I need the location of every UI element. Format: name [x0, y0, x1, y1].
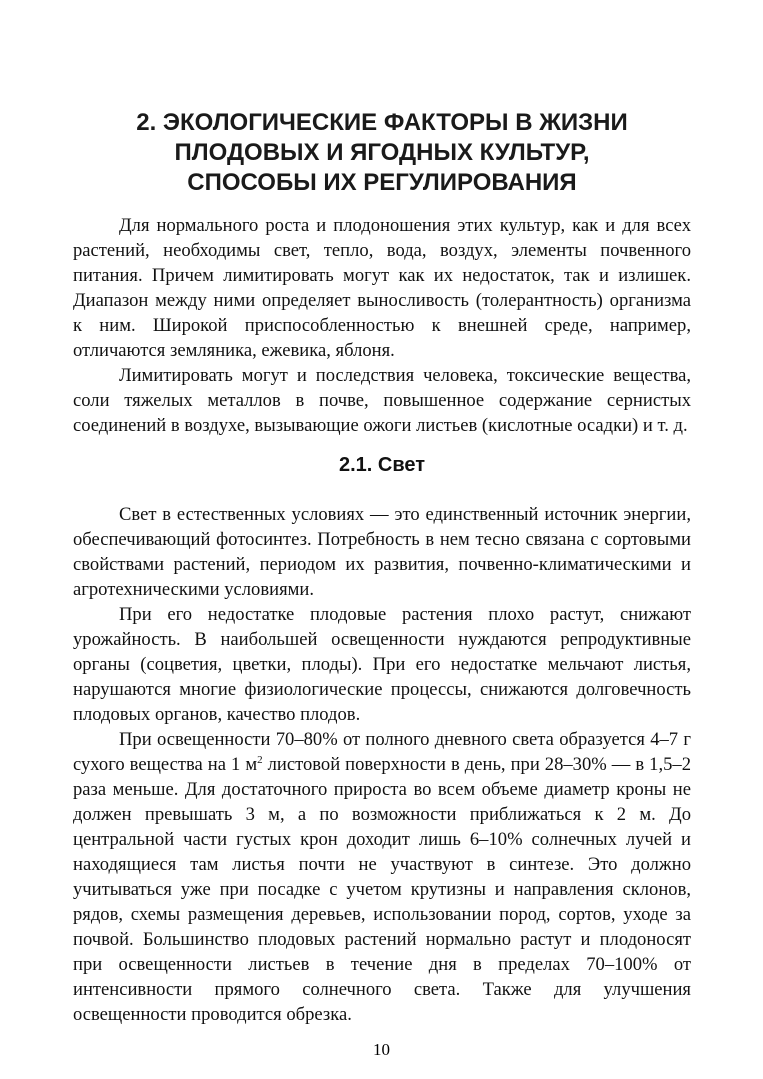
paragraph: При его недостатке плодовые растения плохо растут, снижают урожайность. В наибольшей освещенности нуждаются репродуктивные органы (соцветия, цветки, плоды). При его недостатке мельчают листья, нарушаются многие физиологические процессы, снижаются долговечность плодовых органов, качество плодов. [73, 604, 691, 725]
paragraph-text: листовой поверхности в день, при 28–30% — в 1,5–2 раза меньше. Для достаточного прироста во всем объеме диаметр кроны не должен превышать 3 м, а по возможности приближаться к 2 м. До центральной части густых крон доходит лишь 6–10% солнечных лучей и находящиеся там листья почти не участвуют в синтезе. Это должно учитываться уже при посадке с учетом крутизны и направления склонов, рядов, схемы размещения деревьев, использовании пород, сортов, уходе за почвой. Большинство плодовых растений нормально растут и плодоносят при освещенности листьев в течение дня в пределах 70–100% от интенсивности прямого солнечного света. Также для улучшения освещенности проводится обрезка. [73, 754, 692, 1025]
paragraph: Свет в естественных условиях — это единственный источник энергии, обеспечивающий фотосинтез. Потребность в нем тесно связана с сортовыми свойствами растений, периодом их развития, почвенно-климатическими и агротехническими условиями. [73, 504, 691, 600]
chapter-title [73, 108, 691, 198]
chapter-title-line: ПЛОДОВЫХ И ЯГОДНЫХ КУЛЬТУР, [174, 139, 590, 166]
chapter-title-line: 2. ЭКОЛОГИЧЕСКИЕ ФАКТОРЫ В ЖИЗНИ [136, 109, 628, 136]
paragraph [73, 727, 691, 1027]
chapter-title-line: СПОСОБЫ ИХ РЕГУЛИРОВАНИЯ [187, 169, 577, 196]
document-page [73, 0, 691, 1027]
paragraph: Для нормального роста и плодоношения этих культур, как и для всех растений, необходимы свет, тепло, вода, воздух, элементы почвенного питания. Причем лимитировать могут как их недостаток, так и излишек. Диапазон между ними определяет выносливость (толерантность) организма к ним. Широкой приспособленностью к внешней среде, например, отличаются земляника, ежевика, яблоня. [73, 215, 691, 361]
superscript: 2 [257, 754, 263, 766]
page-number: 10 [373, 1040, 390, 1059]
paragraph: Лимитировать могут и последствия человека, токсические вещества, соли тяжелых металлов в почве, повышенное содержание сернистых соединений в воздухе, вызывающие ожоги листьев (кислотные осадки) и т. д. [73, 365, 691, 436]
chapter-intro [73, 213, 691, 438]
section-body [73, 502, 691, 1027]
paragraph-text: При освещенности 70–80% от полного дневного света образуется 4–7 г сухого вещества на 1 м [73, 729, 691, 775]
section-heading: 2.1. Свет [338, 454, 426, 476]
